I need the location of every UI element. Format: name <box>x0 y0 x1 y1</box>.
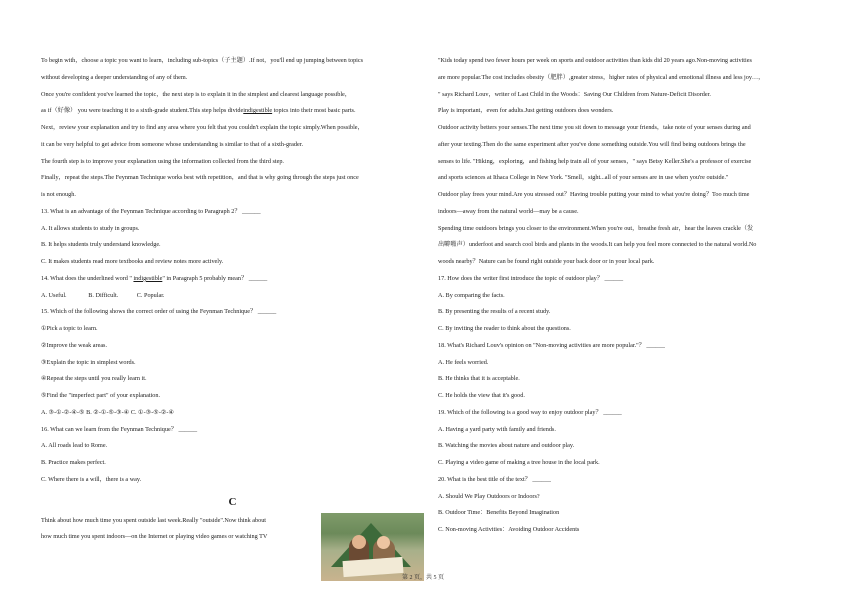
option: A. All roads lead to Rome. <box>41 442 108 450</box>
text-fragment: as if（好像） you were teaching it to a sixth-grade student.This step helps divide <box>41 107 244 115</box>
option: C. Playing a video game of making a tree house in the local park. <box>438 459 600 466</box>
option: A. Should We Play Outdoors or Indoors? <box>438 492 540 500</box>
camping-photo <box>321 513 424 581</box>
text-line: Spending time outdoors brings you closer to the environment.When you're out，breathe fresh air，hear the leaves crackle（发 <box>438 224 754 232</box>
question-16: 16. What can we learn from the Feynman Technique？ ______ <box>41 425 198 433</box>
question-14 <box>41 271 424 288</box>
text-fragment: 14. What does the underlined word " <box>41 274 134 282</box>
text-line: without developing a deeper understanding of any of them. <box>41 73 188 81</box>
option: B. Practice makes perfect. <box>41 459 106 466</box>
text-fragment: topics into their most basic parts. <box>272 107 356 115</box>
text-line: and sports sciences at Ithaca College in New York. "Smell，sight...all of your senses are in use when you're outside." <box>438 174 729 182</box>
underlined-word: indigestible <box>133 274 163 282</box>
text-line: Finally，repeat the steps.The Feynman Technique works best with repetition，and that is why going through the steps just once <box>41 174 359 182</box>
option: C. Non-moving Activities：Avoiding Outdoor Accidents <box>438 526 580 533</box>
text-line: Next，review your explanation and try to find any area where you felt that you couldn't explain the topic simply.When possible， <box>41 124 364 131</box>
step-item: ⑤Find the "imperfect part" of your explanation. <box>41 392 161 399</box>
option: B. He thinks that it is acceptable. <box>438 375 520 383</box>
underlined-word: indigestible <box>243 107 273 115</box>
option: B. Watching the movies about nature and outdoor play. <box>438 442 575 450</box>
text-line <box>41 103 424 120</box>
text-line: The fourth step is to improve your explanation using the information collected from the third step. <box>41 157 284 165</box>
option: A. Useful. B. Difficult. C. Popular. <box>41 291 165 299</box>
question-17: 17. How does the writer first introduce the topic of outdoor play？ ______ <box>438 274 624 282</box>
text-fragment: " in Paragraph 5 probably mean？ ______ <box>162 274 268 282</box>
option: C. By inviting the reader to think about the questions. <box>438 325 571 332</box>
text-line: woods nearby？Nature can be found right outside your back door or in your local park. <box>438 258 655 265</box>
right-column <box>438 53 824 539</box>
text-line: Once you're confident you've learned the topic，the next step is to explain it in the simplest and clearest language possible， <box>41 90 351 98</box>
text-line: "Kids today spend two fewer hours per week on sports and outdoor activities than kids did 20 years ago.Non-moving activities <box>438 57 752 64</box>
text-line: Outdoor activity betters your senses.The next time you sit down to message your friends，take note of your senses during and <box>438 124 751 131</box>
option: C. He holds the view that it's good. <box>438 392 525 399</box>
text-line: how much time you spent indoors—on the Internet or playing video games or watching TV <box>41 533 268 541</box>
text-line: after your texting.Then do the same experiment after you've done something outside.You will find being outdoors brings the <box>438 140 746 148</box>
text-line: 出噼啪声）underfoot and search cool birds and plants in the woods.It can help you feel more connected to the natural world.No <box>438 241 757 249</box>
map-sheet <box>343 556 404 576</box>
text-line: Outdoor play frees your mind.Are you stressed out？Having trouble putting your mind to what you're doing？Too much time <box>438 191 750 198</box>
text-line: Play is important，even for adults.Just getting outdoors does wonders. <box>438 107 614 115</box>
person-face <box>352 535 366 549</box>
page-footer: 第 2 页，共 5 页 <box>402 575 445 581</box>
text-line: To begin with，choose a topic you want to learn，including sub-topics（子主题）.If not，you'll end up jumping between topics <box>41 57 364 64</box>
question-15: 15. Which of the following shows the correct order of using the Feynman Technique？ ______ <box>41 308 277 316</box>
option: A. He feels worried. <box>438 358 489 366</box>
passage-c-text <box>41 513 316 547</box>
text-line: Think about how much time you spent outside last week.Really "outside".Now think about <box>41 516 267 524</box>
question-20: 20. What is the best title of the text？ ______ <box>438 475 551 483</box>
question-19: 19. Which of the following is a good way to enjoy outdoor play？ ______ <box>438 408 622 416</box>
text-line: are more popular.The cost includes obesity（肥胖）,greater stress，higher rates of physical and emotional illness and less joy…， <box>438 73 765 81</box>
option: A. Having a yard party with family and friends. <box>438 425 556 433</box>
text-line: it can be very helpful to get advice from someone whose understanding is similar to that of a sixth-grader. <box>41 140 304 148</box>
option: A. By comparing the facts. <box>438 291 505 299</box>
step-item: ①Pick a topic to learn. <box>41 325 98 332</box>
option: A. ③-①-②-④-⑤ B. ②-①-⑤-③-④ C. ①-③-⑤-②-④ <box>41 408 175 416</box>
option: C. It makes students read more textbooks and review notes more actively. <box>41 258 224 265</box>
text-line: is not enough. <box>41 191 76 198</box>
passage-c <box>41 513 424 573</box>
step-item: ③Explain the topic in simplest words. <box>41 358 136 366</box>
step-item: ②Improve the weak areas. <box>41 341 108 349</box>
option: B. It helps students truly understand knowledge. <box>41 241 161 249</box>
text-line: indoors—away from the natural world—may be a cause. <box>438 207 579 215</box>
step-item: ④Repeat the steps until you really learn it. <box>41 375 147 383</box>
section-heading: C <box>228 495 237 508</box>
person-face <box>377 536 390 549</box>
option: B. By presenting the results of a recent study. <box>438 308 551 316</box>
text-line: " says Richard Louv，writer of Last Child in the Woods：Saving Our Children from Nature-Deficit Disorder. <box>438 90 711 98</box>
option: C. Where there is a will，there is a way. <box>41 475 142 483</box>
option: A. It allows students to study in groups. <box>41 224 140 232</box>
text-line: senses to life. "Hiking，exploring，and fishing help train all of your senses，" says Betsy Keller.She's a professor of exercise <box>438 157 752 165</box>
left-column <box>41 53 424 573</box>
question-18: 18. What's Richard Louv's opinion on "Non-moving activities are more popular."？ ______ <box>438 341 665 349</box>
option: B. Outdoor Time：Benefits Beyond Imagination <box>438 509 560 517</box>
question-13: 13. What is an advantage of the Feynman Technique according to Paragraph 2？ ______ <box>41 207 261 215</box>
